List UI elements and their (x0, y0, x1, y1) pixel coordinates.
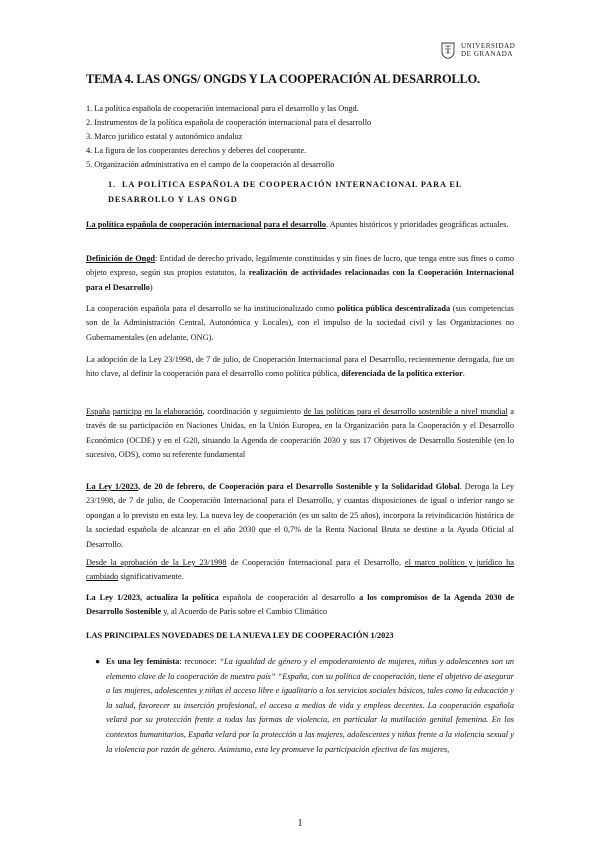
toc-item: 2. Instrumentos de la política española de cooperación internacional para el desarrollo (86, 118, 372, 127)
toc-item: 4. La figura de los cooperantes derechos y deberes del cooperante. (86, 146, 307, 155)
table-of-contents (86, 102, 514, 172)
page-number: 1 (297, 818, 303, 829)
novelties-heading: LAS PRINCIPALES NOVEDADES DE LA NUEVA LEY DE COOPERACIÓN 1/2023 (86, 631, 394, 640)
paragraph-intro: La política española de cooperación internacional para el desarrollo. Apuntes históricos y prioridades geográficas actuales. (86, 220, 509, 229)
paragraph-law-1998: La adopción de la Ley 23/1998, de 7 de julio, de Cooperación Internacional para el Desarrollo, recientemente derogada, fue un hito clave, al definir la cooperación para el desarrollo como política pública, diferenciada de la política exterior. (86, 355, 514, 379)
document-title: TEMA 4. LAS ONGS/ ONGDS Y LA COOPERACIÓN AL DESARROLLO. (86, 72, 480, 86)
university-seal-icon (441, 41, 455, 59)
paragraph-spain-participation: España participa en la elaboración, coordinación y seguimiento de las políticas para el desarrollo sostenible a nivel mundial a través de su participación en Naciones Unidas, en la Unión Europea, en la Organización para la Cooperación y el Desarrollo Económico (OCDE) y en el G20, situando la Agenda de cooperación 2030 y sus 17 Objetivos de Desarrollo Sostenible (en lo sucesivo, ODS), como su referente fundamental (86, 407, 514, 460)
paragraph-framework-change: Desde la aprobación de la Ley 23/1998 de Cooperación Internacional para el Desarrollo, el marco político y jurídico ha cambiado significativamente. (86, 558, 514, 582)
section-heading (108, 177, 514, 207)
university-name: UNIVERSIDAD DE GRANADA (461, 42, 516, 58)
bullet-dot-icon: ● (95, 657, 101, 666)
paragraph-law-2023: La Ley 1/2023, de 20 de febrero, de Cooperación para el Desarrollo Sostenible y la Solidaridad Global. Deroga la Ley 23/1998, de 7 de julio, de Cooperación Internacional para el Desarrollo, y cuantas disposiciones de igual o inferior rango se opongan a lo previsto en esta ley. La nueva ley de cooperación (es un salto de 25 años), incorpora la reivindicación histórica de la sociedad española de alcanzar en el año 2030 que el 0,7% de la Renta Nacional Bruta se destine a la Ayuda Oficial al Desarrollo. (86, 482, 514, 549)
section-title: LA POLÍTICA ESPAÑOLA DE COOPERACIÓN INTERNACIONAL PARA EL DESARROLLO Y LAS ONGD (108, 180, 462, 204)
toc-item: 1. La política española de cooperación internacional para el desarrollo y las Ongd. (86, 104, 359, 113)
section-number: 1. (108, 180, 117, 189)
paragraph-policy: La cooperación española para el desarrollo se ha institucionalizado como política pública descentralizada (sus competencias son de la Administración Central, Autonómica y Locales), con el impulso de la sociedad civil y las Organizaciones no Gubernamentales (en adelante, ONG). (86, 304, 514, 342)
bullet-feminist-law: ● Es una ley feminista: reconoce: “La igualdad de género y el empoderamiento de mujeres, niñas y adolescentes son un elemento clave de la cooperación de nuestro país” “España, con su política de cooperación, tiene el objetivo de asegurar a las mujeres, adolescentes y niñas el acceso libre e igualitario a los servicios sociales básicos, tales como la educación y la salud, favorecer su inserción profesional, el acceso a medios de vida y empleos decentes. La cooperación española velará por su protección frente a todas las formas de violencia, en particular la mutilación genital femenina. En los contextos humanitarios, España velará por la protección a las mujeres, adolescentes y niñas frente a la violencia sexual y la violencia por razón de género. Asimismo, esta ley promueve la participación efectiva de las mujeres, (95, 657, 515, 754)
toc-item: 3. Marco jurídico estatal y autonómico andaluz (86, 132, 243, 141)
paragraph-definition: Definición de Ongd: Entidad de derecho privado, legalmente constituidas y sin fines de lucro, que tenga entre sus fines o como objeto expreso, según sus propios estatutos, la realización de actividades relacionadas con la Cooperación Internacional para el Desarrollo) (86, 254, 514, 292)
document-page (86, 72, 515, 754)
university-logo (441, 41, 561, 61)
toc-item: 5. Organización administrativa en el campo de la cooperación al desarrollo (86, 160, 335, 169)
paragraph-agenda-2030: La Ley 1/2023, actualiza la política española de cooperación al desarrollo a los compromisos de la Agenda 2030 de Desarrollo Sostenible y, al Acuerdo de París sobre el Cambio Climático (86, 593, 514, 617)
